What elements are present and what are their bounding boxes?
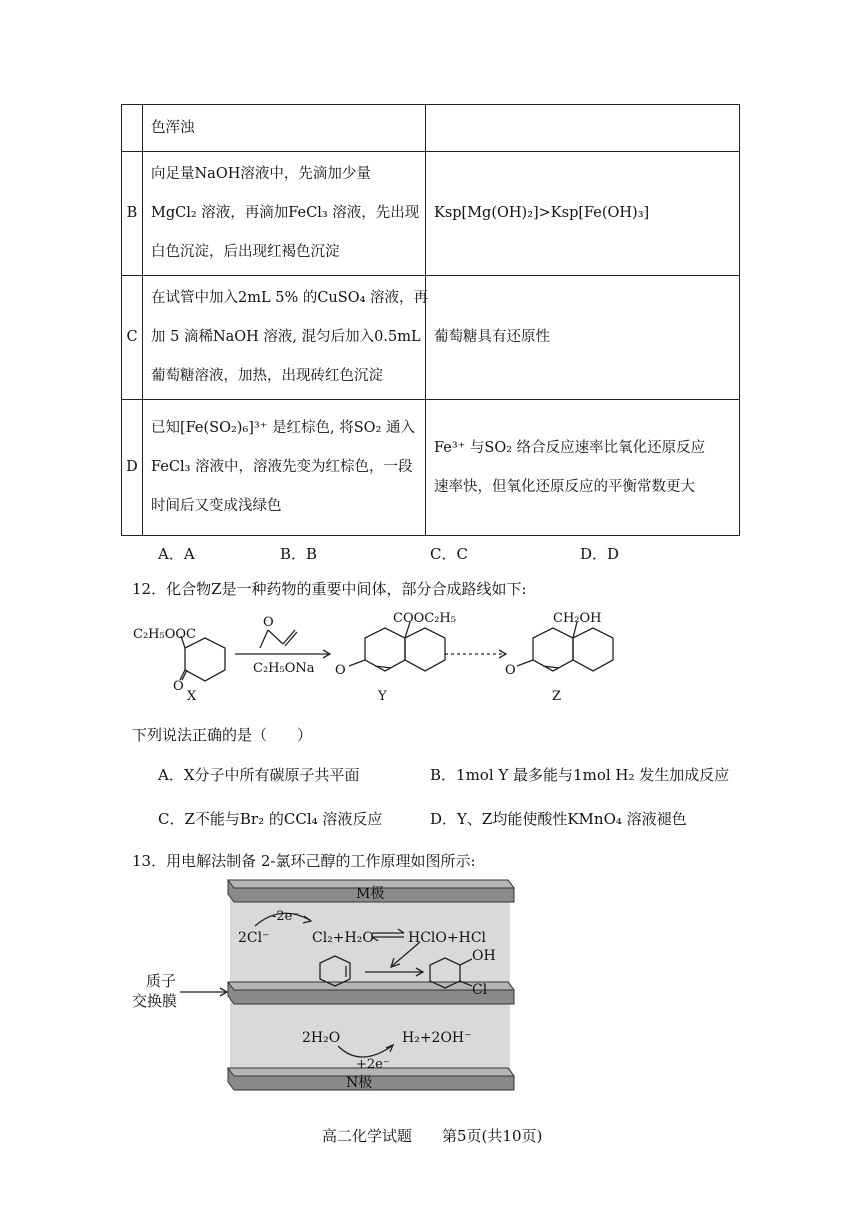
membrane-label-2: 交换膜 xyxy=(132,992,178,1010)
row-operation: 向足量NaOH溶液中，先滴加少量 MgCl₂ 溶液，再滴加FeCl₃ 溶液，先出现 白色沉淀，后出现红褐色沉淀 xyxy=(143,152,426,276)
option-c: C．C xyxy=(430,545,468,563)
product-cl: Cl xyxy=(472,982,488,998)
option-d: D．D xyxy=(580,545,620,563)
cathode-left: 2H₂O xyxy=(302,1030,341,1046)
row-label xyxy=(122,105,143,152)
q12-prompt: 下列说法正确的是（ ） xyxy=(132,726,313,744)
n-electrode-label: N极 xyxy=(346,1075,373,1091)
q12-option-d: D．Y、Z均能使酸性KMnO₄ 溶液褪色 xyxy=(430,810,687,828)
row-operation: 已知[Fe(SO₂)₆]³⁺ 是红棕色, 将SO₂ 通入 FeCl₃ 溶液中，溶液先变为红棕色，一段 时间后又变成浅绿色 xyxy=(143,400,426,536)
z-ketone-o: O xyxy=(505,663,516,678)
z-ring-left xyxy=(533,628,573,671)
footer-page: 第5页(共10页) xyxy=(442,1127,543,1145)
q12-option-b: B．1mol Y 最多能与1mol H₂ 发生加成反应 xyxy=(430,766,730,784)
synthesis-route-diagram xyxy=(125,608,625,708)
reagent-bottom: C₂H₅ONa xyxy=(253,661,315,676)
row-label: D xyxy=(122,400,143,536)
cathode-electrons: +2e⁻ xyxy=(356,1057,390,1072)
q12-option-c: C．Z不能与Br₂ 的CCl₄ 溶液反应 xyxy=(158,810,383,828)
row-label: B xyxy=(122,152,143,276)
product-oh: OH xyxy=(472,948,496,964)
q12-stem: 12．化合物Z是一种药物的重要中间体，部分合成路线如下: xyxy=(132,580,527,598)
z-substituent: CH₂OH xyxy=(553,611,602,626)
option-b: B．B xyxy=(280,545,318,563)
y-ketone-o: O xyxy=(335,663,346,678)
label-z: Z xyxy=(552,689,562,704)
label-y: Y xyxy=(378,689,387,704)
row-conclusion: 葡萄糖具有还原性 xyxy=(426,276,740,400)
m-electrode-label: M极 xyxy=(356,886,385,902)
anode-eq-right: HClO+HCl xyxy=(408,930,487,946)
q13-stem: 13．用电解法制备 2-氯环己醇的工作原理如图所示: xyxy=(132,852,476,870)
reagent-top: O xyxy=(263,615,274,630)
option-a: A．A xyxy=(158,545,195,563)
footer-subject: 高二化学试题 xyxy=(322,1127,413,1145)
x-ketone-o: O xyxy=(173,679,184,694)
row-operation: 在试管中加入2mL 5% 的CuSO₄ 溶液，再 加 5 滴稀NaOH 溶液, 混匀后加入0.5mL 葡萄糖溶液，加热，出现砖红色沉淀 xyxy=(143,276,426,400)
row-conclusion: Ksp[Mg(OH)₂]>Ksp[Fe(OH)₃] xyxy=(426,152,740,276)
cathode-right: H₂+2OH⁻ xyxy=(402,1030,472,1046)
y-substituent: COOC₂H₅ xyxy=(393,611,456,626)
row-conclusion: Fe³⁺ 与SO₂ 络合反应速率比氧化还原反应 速率快，但氧化还原反应的平衡常数更大 xyxy=(426,400,740,536)
table-row xyxy=(122,105,740,152)
label-x: X xyxy=(187,689,197,704)
x-ring xyxy=(185,638,225,681)
row-operation: 色浑浊 xyxy=(143,105,426,152)
row-label: C xyxy=(122,276,143,400)
y-ring-left xyxy=(365,628,405,671)
table-row xyxy=(122,152,740,276)
q12-option-a: A．X分子中所有碳原子共平面 xyxy=(158,766,360,784)
membrane-label-1: 质子 xyxy=(146,972,177,990)
experiment-table xyxy=(121,104,740,536)
anode-electrons: -2e⁻ xyxy=(272,909,300,924)
anode-left: 2Cl⁻ xyxy=(238,930,270,946)
table-row xyxy=(122,400,740,536)
table-row xyxy=(122,276,740,400)
row-conclusion xyxy=(426,105,740,152)
x-substituent: C₂H₅OOC xyxy=(133,627,196,642)
electrolysis-diagram xyxy=(120,876,520,1100)
anode-eq-left: Cl₂+H₂O xyxy=(312,930,374,946)
